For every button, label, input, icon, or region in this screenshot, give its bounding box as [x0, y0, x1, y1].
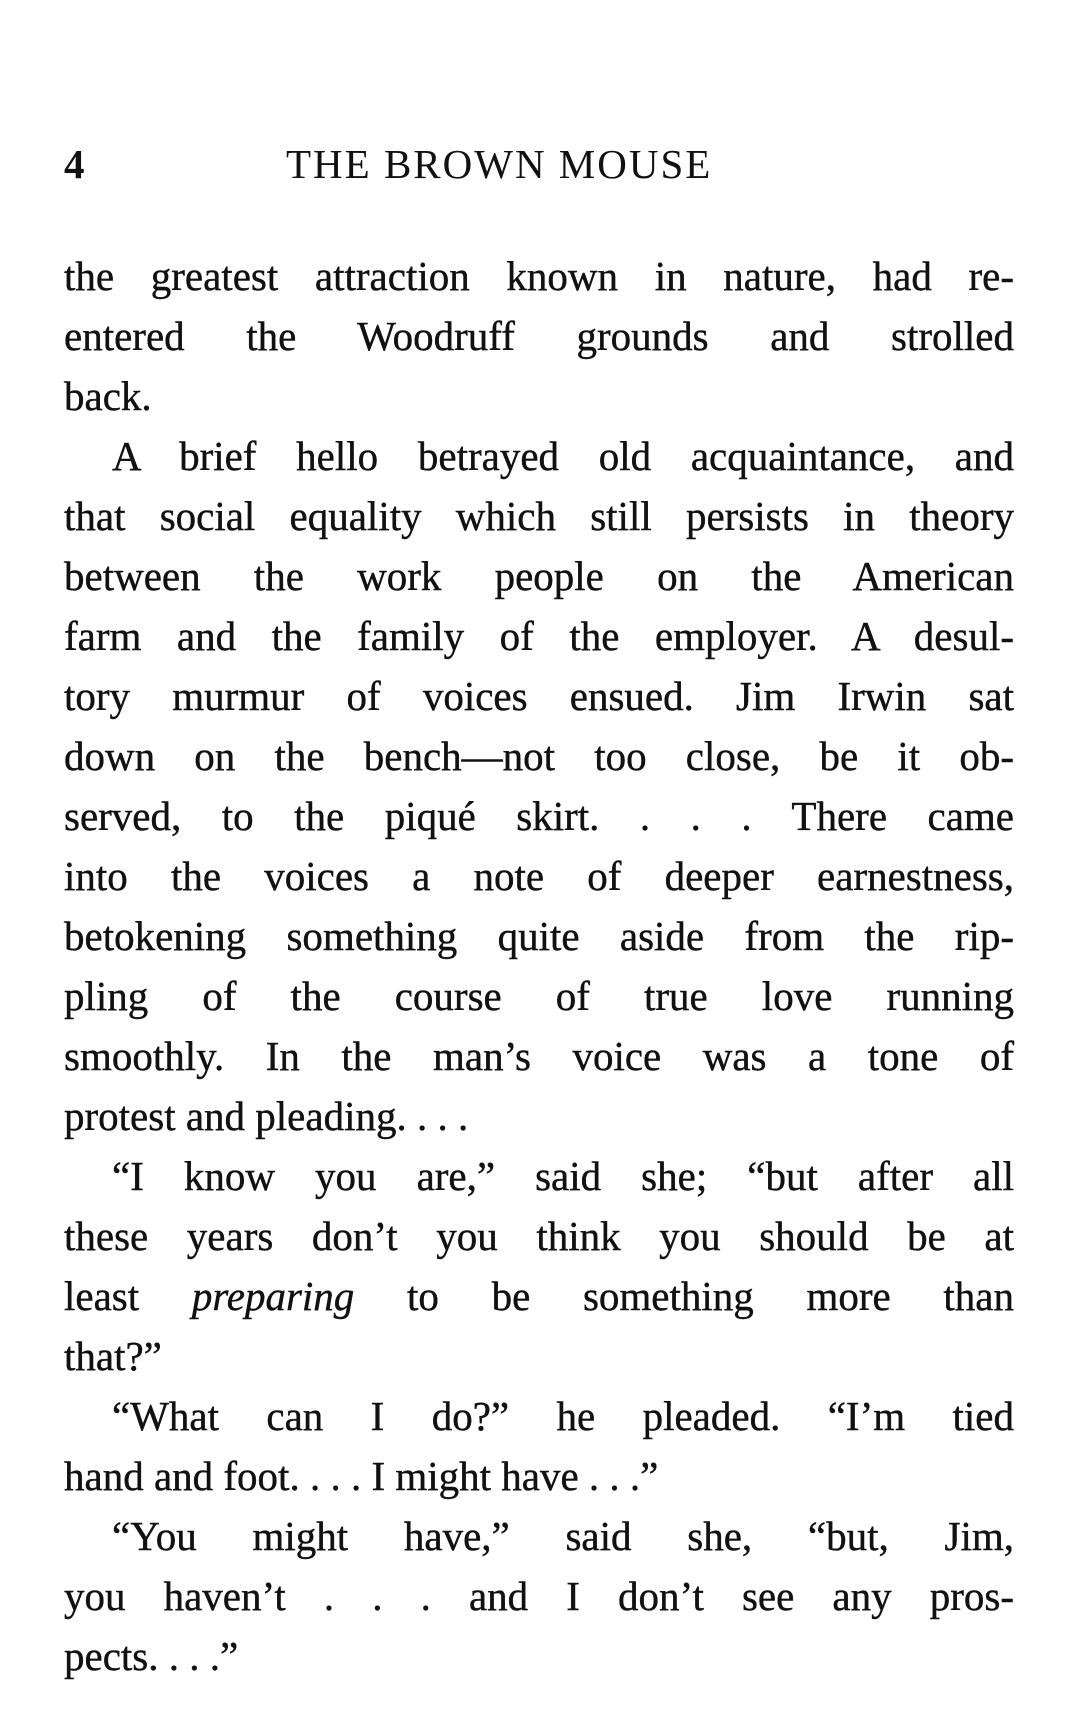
paragraph — [64, 1506, 1014, 1686]
text-line: pling of the course of true love running — [64, 973, 1014, 1019]
text-line: pects. . . .” — [64, 1633, 239, 1679]
text-line: back. — [64, 373, 152, 419]
book-title: THE BROWN MOUSE — [286, 141, 713, 187]
text-line: that social equality which still persists in theory — [64, 493, 1014, 539]
text-segment: to be something more than — [354, 1273, 1014, 1319]
text-line — [64, 1266, 1014, 1326]
running-head — [64, 140, 1014, 190]
text-line: into the voices a note of deeper earnestness, — [64, 853, 1014, 899]
text-line: A brief hello betrayed old acquaintance, and — [112, 433, 1014, 479]
text-line: you haven’t . . . and I don’t see any pros- — [64, 1573, 1014, 1619]
text-line: smoothly. In the man’s voice was a tone of — [64, 1033, 1014, 1079]
text-line: “I know you are,” said she; “but after all — [112, 1153, 1014, 1199]
text-segment: least — [64, 1273, 192, 1319]
text-line: the greatest attraction known in nature, had re- — [64, 253, 1014, 299]
text-line: tory murmur of voices ensued. Jim Irwin sat — [64, 673, 1014, 719]
text-line: protest and pleading. . . . — [64, 1093, 469, 1139]
text-line: served, to the piqué skirt. . . . There came — [64, 793, 1014, 839]
body-text — [64, 246, 1014, 1686]
page-number: 4 — [64, 141, 86, 187]
text-line: hand and foot. . . . I might have . . .” — [64, 1453, 659, 1499]
paragraph — [64, 1146, 1014, 1386]
text-line: that?” — [64, 1333, 162, 1379]
text-line: farm and the family of the employer. A desul- — [64, 613, 1014, 659]
paragraph — [64, 1386, 1014, 1506]
text-line: betokening something quite aside from the rip- — [64, 913, 1014, 959]
text-line: between the work people on the American — [64, 553, 1014, 599]
text-line: “What can I do?” he pleaded. “I’m tied — [112, 1393, 1014, 1439]
italic-text-segment: preparing — [191, 1273, 355, 1319]
text-line: down on the bench—not too close, be it ob- — [64, 733, 1014, 779]
paragraph — [64, 246, 1014, 426]
text-line: “You might have,” said she, “but, Jim, — [112, 1513, 1014, 1559]
text-line: these years don’t you think you should be at — [64, 1213, 1014, 1259]
paragraph — [64, 426, 1014, 1146]
text-line: entered the Woodruff grounds and strolled — [64, 313, 1014, 359]
